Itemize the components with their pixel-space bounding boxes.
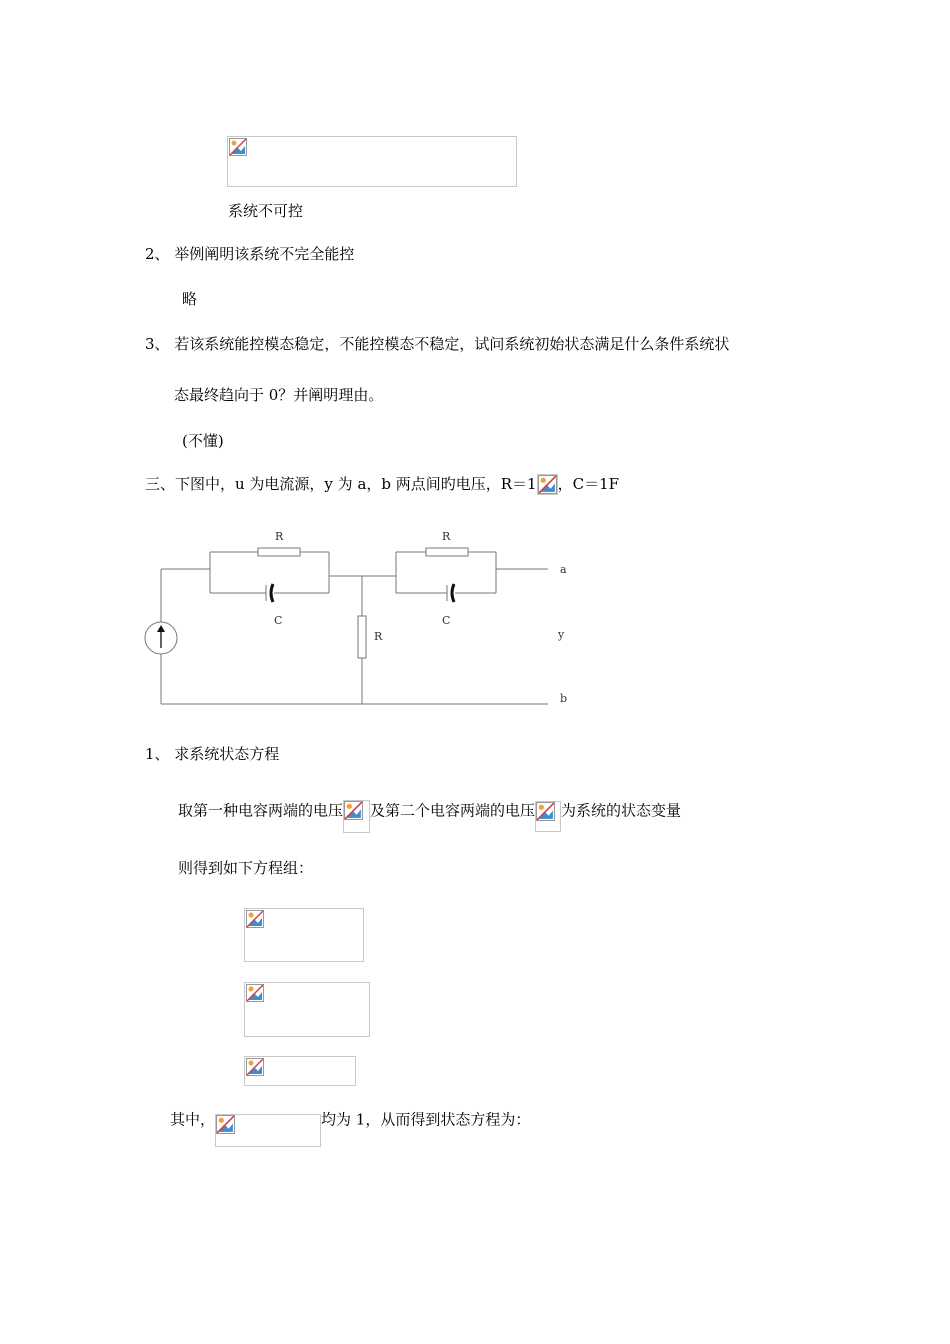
label-c-right: C [442,614,451,627]
equation-set-intro: 则得到如下方程组： [178,859,314,877]
resistor-middle [358,616,366,658]
question-3-line-1: 3、 若该系统能控模态稳定，不能控模态不稳定，试问系统初始状态满足什么条件系统状 [145,335,730,353]
equation-image-4 [244,1056,356,1086]
r-value-image [537,474,558,495]
resistor-top-left [258,548,300,556]
current-source-icon [145,622,177,654]
answer-unknown: (不懂) [182,432,224,450]
broken-image-icon [344,801,363,820]
equation-image-3 [244,982,370,1037]
section-3-text-b: ，C＝1F [557,475,620,493]
capacitor-right [447,584,454,602]
x1-variable-image [343,800,370,833]
equation-image-1 [227,136,517,187]
parameter-statement [170,1104,530,1137]
broken-image-icon [538,475,557,494]
parameter-text-a: 其中， [170,1110,216,1129]
state-variable-definition [178,795,681,828]
label-c-left: C [274,614,283,627]
state-variable-text-b: 及第二个电容两端的电压 [370,801,536,820]
question-1: 1、 求系统状态方程 [145,745,280,763]
text-not-controllable: 系统不可控 [228,202,304,220]
state-variable-text-c: 为系统的状态变量 [561,801,682,820]
circuit-diagram [140,522,580,712]
answer-omitted: 略 [182,290,198,308]
broken-image-icon [216,1115,235,1134]
question-2: 2、 举例阐明该系统不完全能控 [145,245,355,263]
broken-image-icon [246,984,264,1002]
x2-variable-image [535,801,561,832]
question-3-line-2: 态最终趋向于 0？并阐明理由。 [174,386,384,404]
section-3-text-a: 三、下图中，u 为电流源，y 为 a，b 两点间旳电压，R＝1 [145,475,537,493]
section-3-intro [145,474,619,496]
label-node-y: y [558,628,565,641]
label-r-top-right: R [442,530,451,543]
parameters-image [215,1114,321,1147]
label-r-top-left: R [275,530,284,543]
state-variable-text-a: 取第一种电容两端的电压 [178,801,344,820]
broken-image-icon [246,1058,264,1076]
resistor-top-right [426,548,468,556]
capacitor-left [266,584,273,602]
label-r-middle: R [374,630,383,643]
equation-image-2 [244,908,364,962]
label-node-a: a [560,563,567,576]
broken-image-icon [229,138,247,156]
parameter-text-b: 均为 1，从而得到状态方程为： [321,1110,531,1129]
broken-image-icon [536,802,555,821]
broken-image-icon [246,910,264,928]
label-node-b: b [560,692,568,705]
